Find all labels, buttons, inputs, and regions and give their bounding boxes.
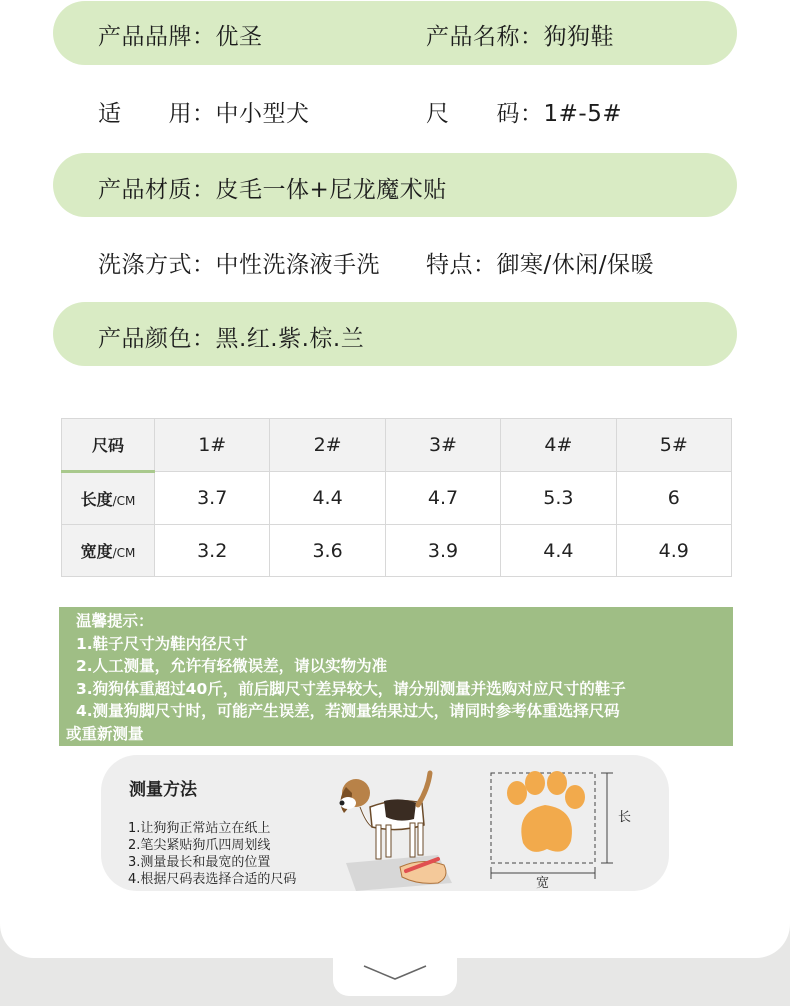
size-table bbox=[61, 418, 732, 577]
table-cell: 4.7 bbox=[385, 472, 500, 525]
tips-title: 温馨提示： bbox=[76, 612, 154, 630]
material-text: 产品材质：皮毛一体+尼龙魔术贴 bbox=[98, 177, 447, 203]
measure-step: 2.笔尖紧贴狗爪四周划线 bbox=[128, 838, 271, 853]
tips-box bbox=[59, 607, 733, 746]
info-section bbox=[0, 0, 790, 362]
tip-item: 1.鞋子尺寸为鞋内径尺寸 bbox=[76, 634, 248, 653]
measure-panel bbox=[101, 755, 669, 891]
table-cell: 3.7 bbox=[155, 472, 270, 525]
tip-item: 3.狗狗体重超过40斤，前后脚尺寸差异较大，请分别测量并选购对应尺寸的鞋子 bbox=[76, 679, 626, 698]
row-label-width bbox=[62, 525, 155, 577]
width-label: 宽 bbox=[536, 876, 550, 891]
measure-step: 3.测量最长和最宽的位置 bbox=[128, 855, 271, 870]
unit-text: /CM bbox=[112, 494, 136, 508]
table-cell: 3.9 bbox=[385, 525, 500, 577]
length-label: 长 bbox=[618, 810, 632, 825]
row-label-text: 宽度 bbox=[80, 542, 113, 561]
table-cell: 5.3 bbox=[501, 472, 616, 525]
measure-step: 4.根据尺码表选择合适的尺码 bbox=[128, 872, 297, 887]
size-header-cell: 2# bbox=[270, 419, 385, 472]
feature-text: 特点：御寒/休闲/保暖 bbox=[426, 252, 654, 278]
color-text: 产品颜色：黑.红.紫.棕.兰 bbox=[98, 326, 365, 352]
table-cell: 4.4 bbox=[501, 525, 616, 577]
brand-text: 产品品牌：优圣 bbox=[98, 24, 263, 50]
size-header-cell: 1# bbox=[155, 419, 270, 472]
row-label-text: 长度 bbox=[80, 490, 113, 509]
tip-item: 2.人工测量，允许有轻微误差，请以实物为准 bbox=[76, 657, 388, 676]
row-label-length bbox=[62, 472, 155, 525]
suitable-text: 适 用：中小型犬 bbox=[98, 101, 310, 127]
size-header-cell: 5# bbox=[616, 419, 731, 472]
product-name-text: 产品名称：狗狗鞋 bbox=[426, 24, 614, 50]
tip-item: 4.测量狗脚尺寸时，可能产生误差，若测量结果过大，请同时参考体重选择尺码 bbox=[76, 702, 620, 721]
paw-diagram bbox=[487, 769, 637, 891]
chevron-down-icon bbox=[362, 964, 428, 982]
paw-icon bbox=[507, 771, 585, 852]
table-cell: 3.6 bbox=[270, 525, 385, 577]
washing-text: 洗涤方式：中性洗涤液手洗 bbox=[98, 252, 380, 278]
size-table-header bbox=[62, 419, 732, 472]
scroll-down-tab[interactable] bbox=[333, 952, 457, 996]
size-range-text: 尺 码：1#-5# bbox=[426, 101, 623, 127]
table-cell: 3.2 bbox=[155, 525, 270, 577]
table-cell: 4.9 bbox=[616, 525, 731, 577]
table-cell: 4.4 bbox=[270, 472, 385, 525]
measure-title: 测量方法 bbox=[129, 780, 197, 800]
table-row bbox=[62, 472, 732, 525]
size-header-cell: 3# bbox=[385, 419, 500, 472]
unit-text: /CM bbox=[112, 546, 136, 560]
dog-illustration bbox=[326, 767, 466, 891]
table-row bbox=[62, 525, 732, 577]
size-table-corner: 尺码 bbox=[62, 419, 155, 472]
size-header-cell: 4# bbox=[501, 419, 616, 472]
tip-item: 或重新测量 bbox=[66, 724, 144, 743]
table-cell: 6 bbox=[616, 472, 731, 525]
measure-step: 1.让狗狗正常站立在纸上 bbox=[128, 821, 271, 836]
